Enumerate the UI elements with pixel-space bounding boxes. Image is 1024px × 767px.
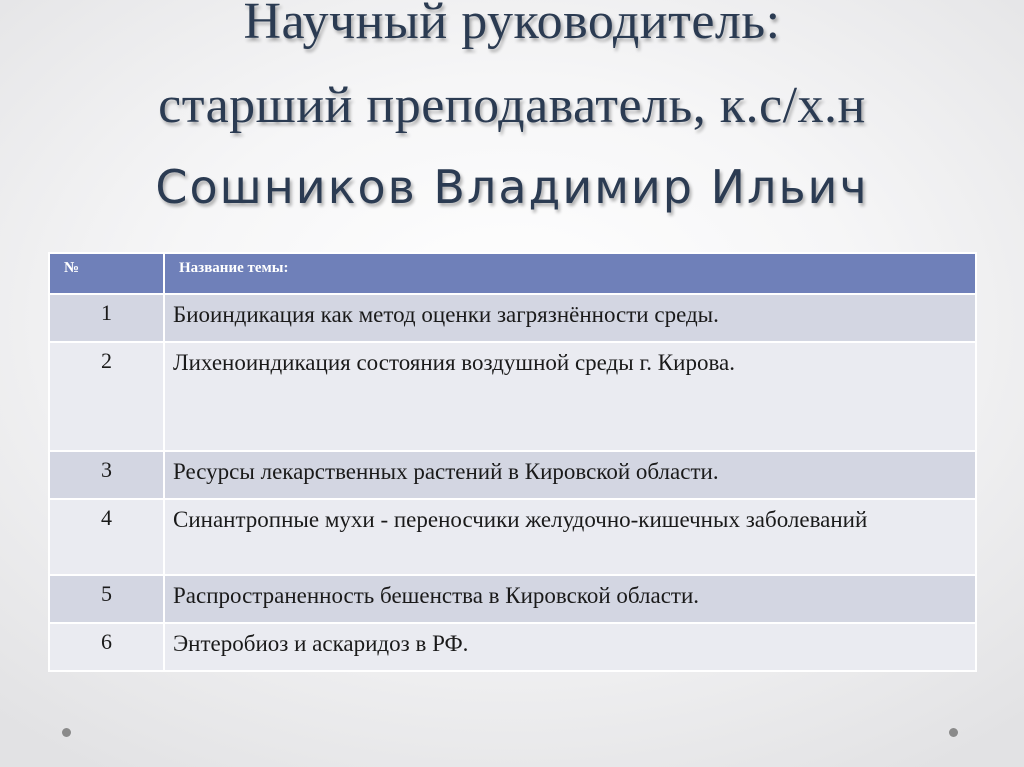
title-line-2: старший преподаватель, к.с/х.н	[158, 77, 866, 134]
row-topic: Энтеробиоз и аскаридоз в РФ.	[164, 623, 976, 671]
row-number: 6	[49, 623, 164, 671]
row-topic: Распространенность бешенства в Кировской области.	[164, 575, 976, 623]
row-topic: Лихеноиндикация состояния воздушной среды г. Кирова.	[164, 342, 976, 451]
row-number: 5	[49, 575, 164, 623]
table-row	[49, 451, 976, 499]
row-number: 3	[49, 451, 164, 499]
table-row	[49, 499, 976, 575]
row-topic: Ресурсы лекарственных растений в Кировской области.	[164, 451, 976, 499]
row-number: 1	[49, 294, 164, 342]
row-topic: Синантропные мухи - переносчики желудочно-кишечных заболеваний	[164, 499, 976, 575]
table-row	[49, 342, 976, 451]
title-line-3: Сошников Владимир Ильич	[155, 160, 869, 214]
header-number: №	[49, 253, 164, 294]
decorative-dot-right	[949, 728, 958, 737]
row-number: 2	[49, 342, 164, 451]
topics-table	[48, 252, 977, 672]
table-row	[49, 294, 976, 342]
header-topic: Название темы:	[164, 253, 976, 294]
table-header-row	[49, 253, 976, 294]
row-topic: Биоиндикация как метод оценки загрязнённости среды.	[164, 294, 976, 342]
title-line-1: Научный руководитель:	[243, 0, 781, 50]
table-row	[49, 575, 976, 623]
table-row	[49, 623, 976, 671]
decorative-dot-left	[62, 728, 71, 737]
row-number: 4	[49, 499, 164, 575]
